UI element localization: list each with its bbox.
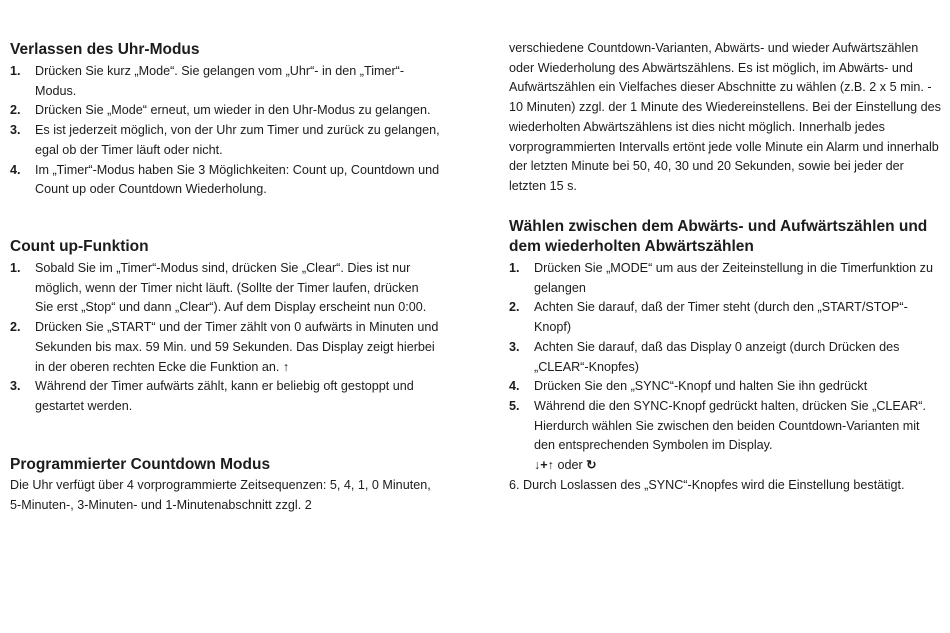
section-heading: Programmierter Countdown Modus	[10, 456, 271, 473]
item-text: Während die den SYNC-Knopf gedrückt halten, drücken Sie „CLEAR“. Hierdurch wählen Sie zwischen den beiden Countdown-Varianten mit den entsprechenden Symbolen im Display.	[534, 398, 927, 453]
item-number: 4.	[10, 162, 21, 177]
item-number: 3.	[10, 379, 21, 394]
item-text: Drücken Sie den „SYNC“-Knopf und halten Sie ihn gedrückt	[534, 379, 868, 394]
list-item	[10, 101, 440, 121]
item-number: 1.	[509, 261, 520, 275]
item-text: Drücken Sie „MODE“ um aus der Zeiteinstellung in die Timerfunktion zu gelangen	[534, 261, 933, 295]
instruction-list	[10, 62, 440, 200]
repeat-icon: ↻	[586, 458, 597, 473]
item-number: 2.	[509, 300, 520, 315]
instruction-list	[509, 259, 941, 495]
item-text: Drücken Sie „START“ und der Timer zählt von 0 aufwärts in Minuten und Sekunden bis max. 59 Min. und 59 Sekunden. Das Display zeigt hierbei in der oberen rechten Ecke die Funktion an.	[35, 320, 439, 374]
list-item	[10, 318, 440, 377]
item-number: 4.	[509, 379, 520, 394]
item-number: 3.	[509, 339, 520, 354]
item-number: 1.	[10, 64, 21, 78]
item-text: Achten Sie darauf, daß der Timer steht (durch den „START/STOP“-Knopf)	[534, 300, 908, 335]
list-item	[509, 259, 941, 298]
list-item	[10, 62, 440, 101]
item-number: 5.	[509, 398, 520, 413]
item-number: 6.	[509, 477, 520, 492]
item-text: Es ist jederzeit möglich, von der Uhr zum Timer und zurück zu gelangen, egal ob der Timer läuft oder nicht.	[35, 123, 440, 157]
section-heading-line-1: Wählen zwischen dem Abwärts- und Aufwärtszählen und	[509, 218, 928, 235]
section-heading-line-2: dem wiederholten Abwärtszählen	[509, 238, 754, 255]
list-item	[10, 259, 440, 318]
item-number: 2.	[10, 103, 21, 118]
item-text: Drücken Sie „Mode“ erneut, um wieder in den Uhr-Modus zu gelangen.	[35, 103, 431, 118]
section-heading: Verlassen des Uhr-Modus	[10, 41, 200, 58]
list-item	[509, 377, 941, 397]
item-text: Durch Loslassen des „SYNC“-Knopfes wird die Einstellung bestätigt.	[523, 477, 905, 492]
section-heading: Count up-Funktion	[10, 238, 149, 255]
list-item	[509, 397, 941, 476]
arrows-down-up-icon: ↓+↑	[534, 458, 554, 473]
list-item	[10, 161, 440, 200]
list-item	[509, 338, 941, 377]
list-item	[10, 377, 440, 416]
paragraph-continuation: verschiedene Countdown-Varianten, Abwärts- und wieder Aufwärtszählen oder Wiederholung des Abwärtszählens. Es ist möglich, im Abwärts- und Aufwärtszählen ein Vielfaches dieser Abschnitte zu wählen (z.B. 2 x 5 min. - 10 Minuten) zzgl. der 1 Minute des Wiedereinstellens. Bei der Einstellung des wiederholten Abwärtszählens ist dies nicht möglich. Innerhalb jedes vorprogrammierten Intervalls ertönt jede volle Minute ein Alarm und innerhalb der letzten Minute bei 50, 40, 30 und 20 Sekunden, sowie bei jeder der letzten 15 s.	[509, 41, 941, 193]
item-text: Achten Sie darauf, daß das Display 0 anzeigt (durch Drücken des „CLEAR“-Knopfes)	[534, 339, 900, 374]
item-number: 2.	[10, 320, 21, 335]
or-text: oder	[557, 458, 583, 473]
paragraph: Die Uhr verfügt über 4 vorprogrammierte Zeitsequenzen: 5, 4, 1, 0 Minuten, 5-Minuten-, 3-Minuten- und 1-Minutenabschnitt zzgl. 2	[10, 478, 431, 512]
arrow-up-icon: ↑	[282, 359, 290, 374]
list-item	[509, 476, 941, 496]
item-number: 1.	[10, 261, 21, 275]
item-text: Während der Timer aufwärts zählt, kann er beliebig oft gestoppt und gestartet werden.	[35, 379, 414, 413]
item-text: Drücken Sie kurz „Mode“. Sie gelangen vom „Uhr“- in den „Timer“-Modus.	[35, 64, 405, 98]
instruction-list	[10, 259, 440, 417]
list-item	[10, 121, 440, 160]
item-text: Sobald Sie im „Timer“-Modus sind, drücken Sie „Clear“. Dies ist nur möglich, wenn der Timer nicht läuft. (Sollte der Timer laufen, drücken Sie erst „Stop“ und dann „Clear“). Auf dem Display erscheint nun 0:00.	[35, 261, 427, 315]
item-number: 3.	[10, 123, 21, 138]
item-text: Im „Timer“-Modus haben Sie 3 Möglichkeiten: Count up, Countdown und Count up oder Countdown Wiederholung.	[35, 162, 440, 197]
list-item	[509, 298, 941, 337]
